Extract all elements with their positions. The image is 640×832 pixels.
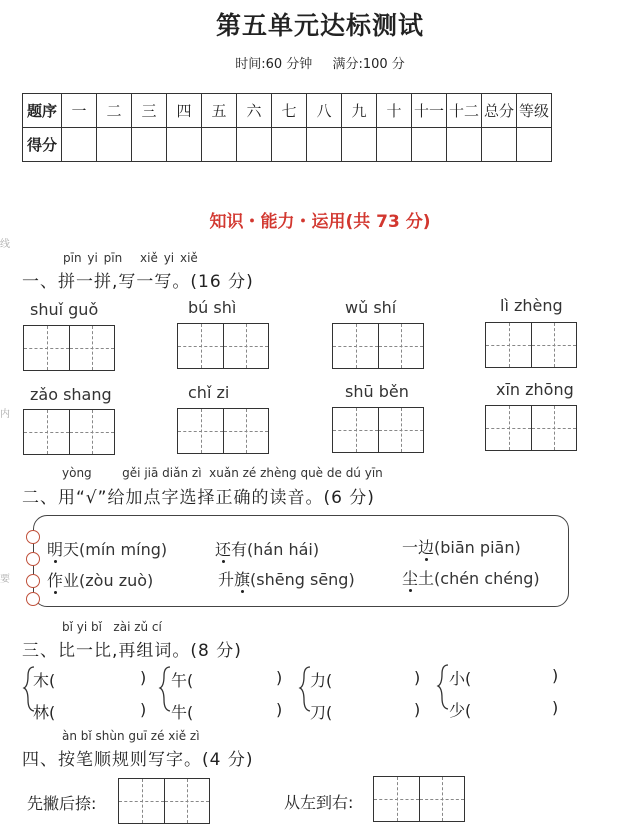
close-paren: ) xyxy=(414,700,421,719)
q4-pinyin: àn bǐ shùn guī zé xiě zì xyxy=(62,729,200,743)
q1-title: 一、拼一拼,写一写。(16 分) xyxy=(22,272,254,292)
q3-title: 三、比一比,再组词。(8 分) xyxy=(22,641,242,661)
pinyin-choices[interactable]: (shēng sēng) xyxy=(250,570,355,589)
time-limit: 时间:60 分钟 xyxy=(235,57,313,72)
pinyin-choices[interactable]: (chén chéng) xyxy=(434,569,540,588)
margin-mark: 线 xyxy=(0,239,10,250)
close-paren: ) xyxy=(140,700,147,719)
q2-title: 二、用“√”给加点字选择正确的读音。(6 分) xyxy=(22,488,375,508)
section-heading: 知识・能力・运用(共 73 分) xyxy=(209,212,431,232)
pinyin-label: xīn zhōng xyxy=(496,380,574,399)
writing-grid[interactable] xyxy=(373,776,465,822)
table-cell: 十二 xyxy=(447,94,482,128)
compare-word[interactable]: 少( xyxy=(449,701,472,720)
compare-word[interactable]: 牛( xyxy=(171,703,194,722)
compare-word[interactable]: 力( xyxy=(310,671,333,690)
pinyin-label: chǐ zi xyxy=(188,383,230,402)
compare-word[interactable]: 午( xyxy=(171,671,194,690)
pronunciation-option: 一边(biān piān) xyxy=(402,538,521,557)
page-title: 第五单元达标测试 xyxy=(215,11,424,40)
pronunciation-option: 明天(mín míng) xyxy=(47,540,168,559)
table-cell: 八 xyxy=(307,94,342,128)
pinyin-label: lì zhèng xyxy=(500,296,563,315)
pinyin-choices[interactable]: (biān piān) xyxy=(434,538,521,557)
pronunciation-option: 还有(hán hái) xyxy=(215,540,320,559)
table-cell: 十一 xyxy=(412,94,447,128)
compare-word[interactable]: 木( xyxy=(33,671,56,690)
pinyin-choices[interactable]: (hán hái) xyxy=(247,540,320,559)
pinyin-label: wǔ shí xyxy=(345,298,397,317)
q3-pinyin: bǐ yi bǐ zài zǔ cí xyxy=(62,620,162,634)
table-cell: 总分 xyxy=(482,94,517,128)
table-cell: 二 xyxy=(97,94,132,128)
compare-word[interactable]: 小( xyxy=(449,669,472,688)
full-score: 满分:100 分 xyxy=(332,57,405,72)
pinyin-label: shuǐ guǒ xyxy=(30,300,99,319)
close-paren: ) xyxy=(552,666,559,685)
pinyin-choices[interactable]: (zòu zuò) xyxy=(79,571,154,590)
table-cell: 三 xyxy=(132,94,167,128)
pinyin-choices[interactable]: (mín míng) xyxy=(79,540,168,559)
close-paren: ) xyxy=(552,698,559,717)
compare-word[interactable]: 林( xyxy=(33,703,56,722)
margin-mark: 要 xyxy=(0,574,10,585)
close-paren: ) xyxy=(414,668,421,687)
margin-mark: 内 xyxy=(0,409,10,420)
table-cell: 五 xyxy=(202,94,237,128)
pinyin-label: zǎo shang xyxy=(30,385,112,404)
q4-title: 四、按笔顺规则写字。(4 分) xyxy=(22,750,254,770)
table-cell: 六 xyxy=(237,94,272,128)
table-cell: 九 xyxy=(342,94,377,128)
table-cell: 一 xyxy=(62,94,97,128)
row-label: 题序 xyxy=(23,94,62,128)
close-paren: ) xyxy=(276,668,283,687)
pronunciation-option: 作业(zòu zuò) xyxy=(47,571,154,590)
q1-pinyin: pīn yi pīn xiě yi xiě xyxy=(63,251,198,265)
rule-label: 先撇后捺: xyxy=(27,794,97,813)
pronunciation-option: 尘土(chén chéng) xyxy=(402,569,540,588)
rule-label: 从左到右: xyxy=(284,793,354,812)
pronunciation-option: 升旗(shēng sēng) xyxy=(218,570,355,589)
pinyin-label: bú shì xyxy=(188,298,237,317)
close-paren: ) xyxy=(276,700,283,719)
table-cell: 十 xyxy=(377,94,412,128)
table-cell: 四 xyxy=(167,94,202,128)
writing-grid[interactable] xyxy=(118,778,210,824)
compare-word[interactable]: 刀( xyxy=(310,703,333,722)
q2-pinyin: yòng gěi jiā diǎn zì xuǎn zé zhèng què de dú yīn xyxy=(62,466,383,480)
table-cell: 等级 xyxy=(517,94,552,128)
close-paren: ) xyxy=(140,668,147,687)
table-cell: 七 xyxy=(272,94,307,128)
pinyin-label: shū běn xyxy=(345,382,409,401)
row-label: 得分 xyxy=(23,128,62,162)
